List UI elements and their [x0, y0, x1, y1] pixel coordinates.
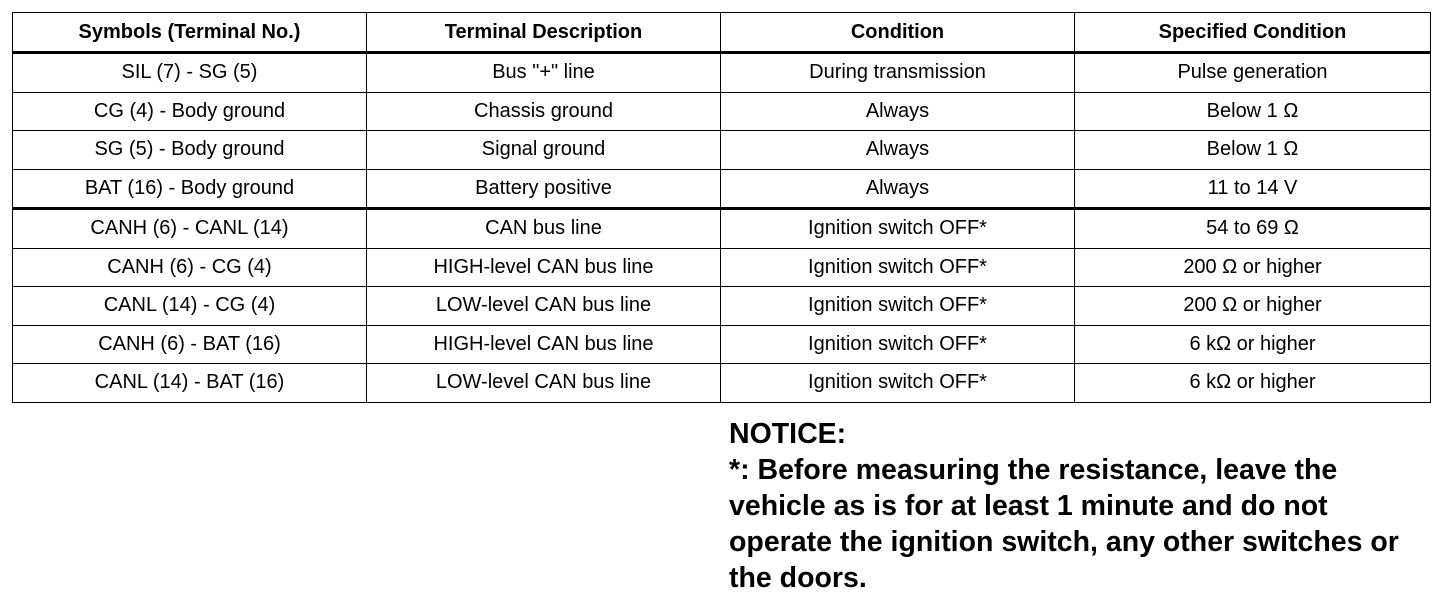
cell-condition: During transmission	[721, 53, 1075, 93]
cell-symbols: CANH (6) - CANL (14)	[13, 209, 367, 249]
table-row	[13, 287, 1431, 326]
notice-block	[729, 416, 1429, 596]
table-row	[13, 92, 1431, 131]
cell-condition: Always	[721, 92, 1075, 131]
cell-symbols: BAT (16) - Body ground	[13, 169, 367, 209]
cell-description: Bus "+" line	[367, 53, 721, 93]
table-row	[13, 248, 1431, 287]
cell-specified: 200 Ω or higher	[1075, 287, 1431, 326]
cell-description: HIGH-level CAN bus line	[367, 248, 721, 287]
cell-condition: Ignition switch OFF*	[721, 209, 1075, 249]
cell-description: LOW-level CAN bus line	[367, 364, 721, 403]
cell-symbols: SG (5) - Body ground	[13, 131, 367, 170]
cell-condition: Always	[721, 131, 1075, 170]
cell-description: HIGH-level CAN bus line	[367, 325, 721, 364]
cell-specified: 6 kΩ or higher	[1075, 364, 1431, 403]
cell-specified: Below 1 Ω	[1075, 131, 1431, 170]
header-specified-condition: Specified Condition	[1075, 13, 1431, 53]
notice-body: *: Before measuring the resistance, leave the vehicle as is for at least 1 minute and do not operate the ignition switch, any other switches or the doors.	[729, 454, 1399, 594]
header-condition: Condition	[721, 13, 1075, 53]
cell-symbols: CANH (6) - CG (4)	[13, 248, 367, 287]
cell-specified: Below 1 Ω	[1075, 92, 1431, 131]
table-row	[13, 209, 1431, 249]
table-row	[13, 325, 1431, 364]
terminal-spec-table	[12, 12, 1431, 403]
table-row	[13, 53, 1431, 93]
cell-symbols: SIL (7) - SG (5)	[13, 53, 367, 93]
cell-condition: Ignition switch OFF*	[721, 325, 1075, 364]
table-row	[13, 364, 1431, 403]
cell-condition: Always	[721, 169, 1075, 209]
notice-title: NOTICE:	[729, 418, 847, 450]
table-row	[13, 131, 1431, 170]
cell-symbols: CG (4) - Body ground	[13, 92, 367, 131]
cell-condition: Ignition switch OFF*	[721, 287, 1075, 326]
cell-condition: Ignition switch OFF*	[721, 248, 1075, 287]
cell-symbols: CANL (14) - BAT (16)	[13, 364, 367, 403]
header-symbols: Symbols (Terminal No.)	[13, 13, 367, 53]
cell-description: Chassis ground	[367, 92, 721, 131]
cell-specified: 11 to 14 V	[1075, 169, 1431, 209]
table-header-row	[13, 13, 1431, 53]
cell-description: Signal ground	[367, 131, 721, 170]
table-row	[13, 169, 1431, 209]
cell-description: LOW-level CAN bus line	[367, 287, 721, 326]
cell-description: CAN bus line	[367, 209, 721, 249]
cell-symbols: CANH (6) - BAT (16)	[13, 325, 367, 364]
cell-specified: Pulse generation	[1075, 53, 1431, 93]
cell-condition: Ignition switch OFF*	[721, 364, 1075, 403]
cell-symbols: CANL (14) - CG (4)	[13, 287, 367, 326]
cell-specified: 6 kΩ or higher	[1075, 325, 1431, 364]
cell-specified: 54 to 69 Ω	[1075, 209, 1431, 249]
cell-description: Battery positive	[367, 169, 721, 209]
header-terminal-description: Terminal Description	[367, 13, 721, 53]
cell-specified: 200 Ω or higher	[1075, 248, 1431, 287]
